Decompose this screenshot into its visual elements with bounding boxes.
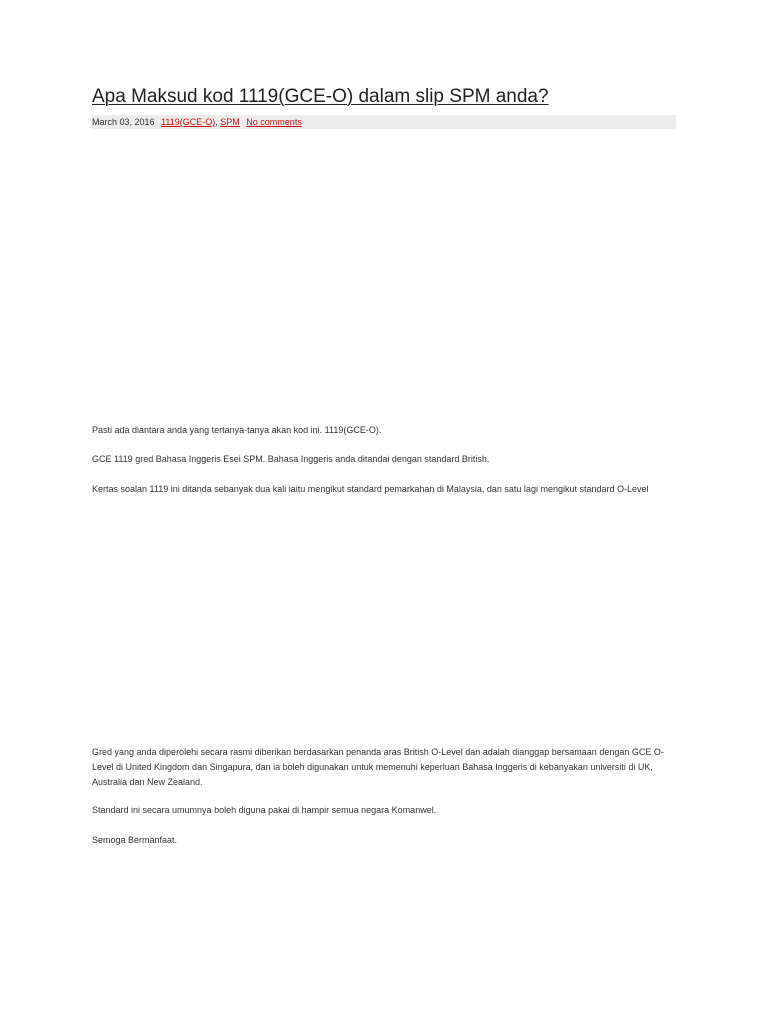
paragraph-5: Standard ini secara umumnya boleh diguna pakai di hampir semua negara Komanwel. bbox=[92, 805, 437, 815]
label-link-spm[interactable]: SPM bbox=[220, 117, 240, 127]
paragraph-6: Semoga Bermanfaat. bbox=[92, 835, 178, 845]
label-link-1119-gce-o[interactable]: 1119(GCE-O) bbox=[161, 117, 216, 127]
comments-link[interactable]: No comments bbox=[246, 117, 302, 127]
paragraph-3: Kertas soalan 1119 ini ditanda sebanyak dua kali iaitu mengikut standard pemarkahan di Malaysia, dan satu lagi mengikut standard O-Level bbox=[92, 484, 649, 494]
post-date: March 03, 2016 bbox=[92, 117, 155, 127]
paragraph-4: Gred yang anda diperolehi secara rasmi diberikan berdasarkan penanda aras British O-Level dan adalah dianggap bersamaan dengan GCE O-Level di United Kingdom dan Singapura, dan ia boleh digunakan untuk memenuhi keperluan Bahasa Inggeris di kebanyakan universiti di UK, Australia dan New Zealand. bbox=[92, 747, 664, 787]
label-separator: , bbox=[215, 117, 221, 127]
paragraph-2: GCE 1119 gred Bahasa Inggeris Esei SPM. Bahasa Inggeris anda ditandai dengan standard British. bbox=[92, 454, 490, 464]
post-title[interactable]: Apa Maksud kod 1119(GCE-O) dalam slip SPM anda? bbox=[92, 86, 549, 107]
paragraph-1: Pasti ada diantara anda yang tertanya-tanya akan kod ini. 1119(GCE-O). bbox=[92, 425, 382, 435]
post-meta-bar bbox=[92, 115, 676, 129]
